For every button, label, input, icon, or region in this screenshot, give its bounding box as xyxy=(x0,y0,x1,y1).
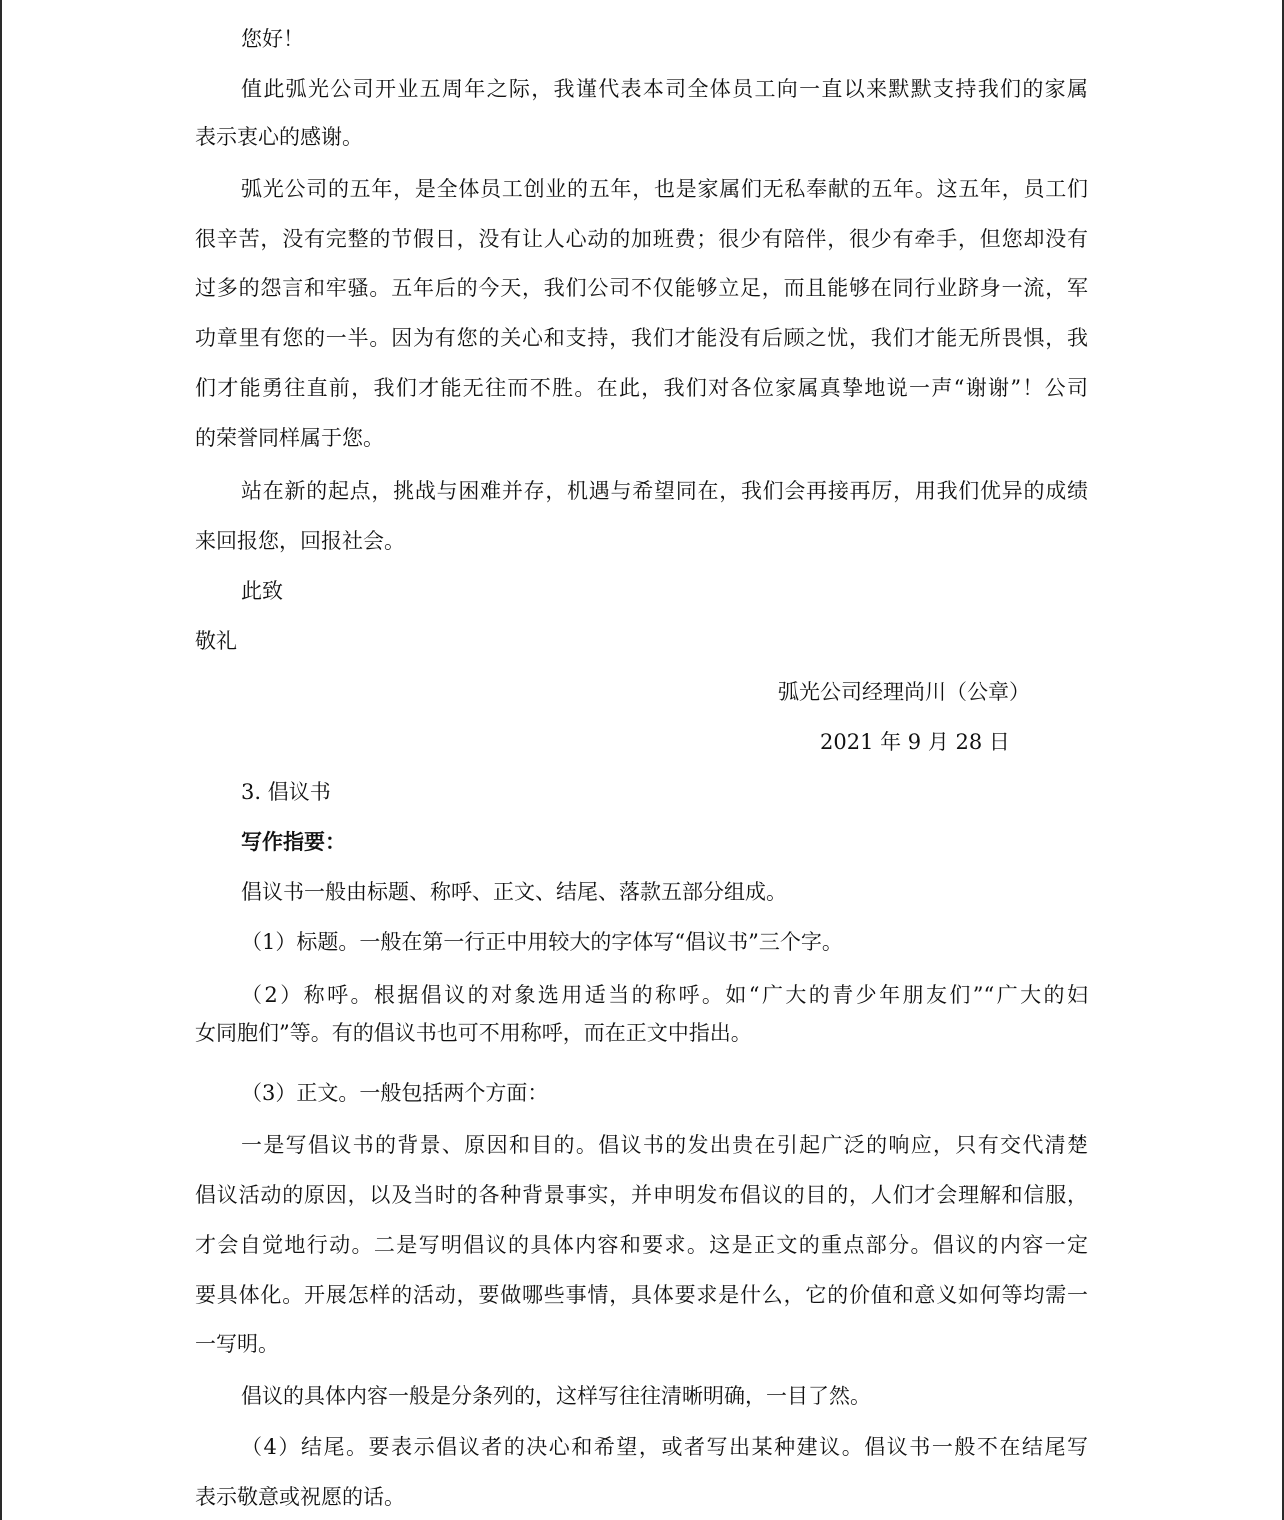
guide-item-title: （1）标题。一般在第一行正中用较大的字体写“倡议书”三个字。 xyxy=(241,930,843,954)
guide-item-salutation: 女同胞们”等。有的倡议书也可不用称呼，而在正文中指出。 xyxy=(195,1021,752,1045)
para2-line: 弧光公司的五年，是全体员工创业的五年，也是家属们无私奉献的五年。这五年，员工们 xyxy=(241,177,1088,201)
body-detail-line: 倡议活动的原因，以及当时的各种背景事实，并申明发布倡议的目的，人们才会理解和信服， xyxy=(195,1183,1088,1207)
closing-salutation: 此致 xyxy=(241,579,283,603)
guide-item-salutation: （2）称呼。根据倡议的对象选用适当的称呼。如“广大的青少年朋友们”“广大的妇 xyxy=(241,983,1088,1007)
para1-line: 值此弧光公司开业五周年之际，我谨代表本司全体员工向一直以来默默支持我们的家属 xyxy=(241,77,1088,101)
para3-line: 站在新的起点，挑战与困难并存，机遇与希望同在，我们会再接再厉，用我们优异的成绩 xyxy=(241,479,1088,503)
body-detail-line: 一写明。 xyxy=(195,1332,279,1356)
signature: 弧光公司经理尚川（公章） xyxy=(778,680,1030,704)
para3-line: 来回报您，回报社会。 xyxy=(195,529,405,553)
para2-line: 们才能勇往直前，我们才能无往而不胜。在此，我们对各位家属真挚地说一声“谢谢”！公司 xyxy=(195,376,1088,400)
para2-line: 很辛苦，没有完整的节假日，没有让人心动的加班费；很少有陪伴，很少有牵手，但您却没有 xyxy=(195,227,1088,251)
guide-title: 写作指要： xyxy=(241,829,346,854)
para2-line: 的荣誉同样属于您。 xyxy=(195,426,384,450)
letter-greeting: 您好！ xyxy=(241,27,304,51)
body-detail-line: 一是写倡议书的背景、原因和目的。倡议书的发出贵在引起广泛的响应，只有交代清楚 xyxy=(241,1133,1088,1157)
body-detail-note: 倡议的具体内容一般是分条列的，这样写往往清晰明确，一目了然。 xyxy=(241,1384,871,1408)
para2-line: 功章里有您的一半。因为有您的关心和支持，我们才能没有后顾之忧，我们才能无所畏惧，我 xyxy=(195,326,1088,350)
guide-item-ending: （4）结尾。要表示倡议者的决心和希望，或者写出某种建议。倡议书一般不在结尾写 xyxy=(241,1435,1088,1459)
body-detail-line: 要具体化。开展怎样的活动，要做哪些事情，具体要求是什么，它的价值和意义如何等均需一 xyxy=(195,1283,1088,1307)
letter-date: 2021 年 9 月 28 日 xyxy=(820,730,1010,754)
closing-regards: 敬礼 xyxy=(195,629,237,653)
guide-item-body: （3）正文。一般包括两个方面： xyxy=(241,1081,549,1105)
para2-line: 过多的怨言和牢骚。五年后的今天，我们公司不仅能够立足，而且能够在同行业跻身一流，军 xyxy=(195,276,1088,300)
para1-line: 表示衷心的感谢。 xyxy=(195,125,363,149)
section-heading: 3. 倡议书 xyxy=(241,780,331,804)
guide-item-ending: 表示敬意或祝愿的话。 xyxy=(195,1485,405,1509)
guide-intro: 倡议书一般由标题、称呼、正文、结尾、落款五部分组成。 xyxy=(241,880,787,904)
body-detail-line: 才会自觉地行动。二是写明倡议的具体内容和要求。这是正文的重点部分。倡议的内容一定 xyxy=(195,1233,1088,1257)
